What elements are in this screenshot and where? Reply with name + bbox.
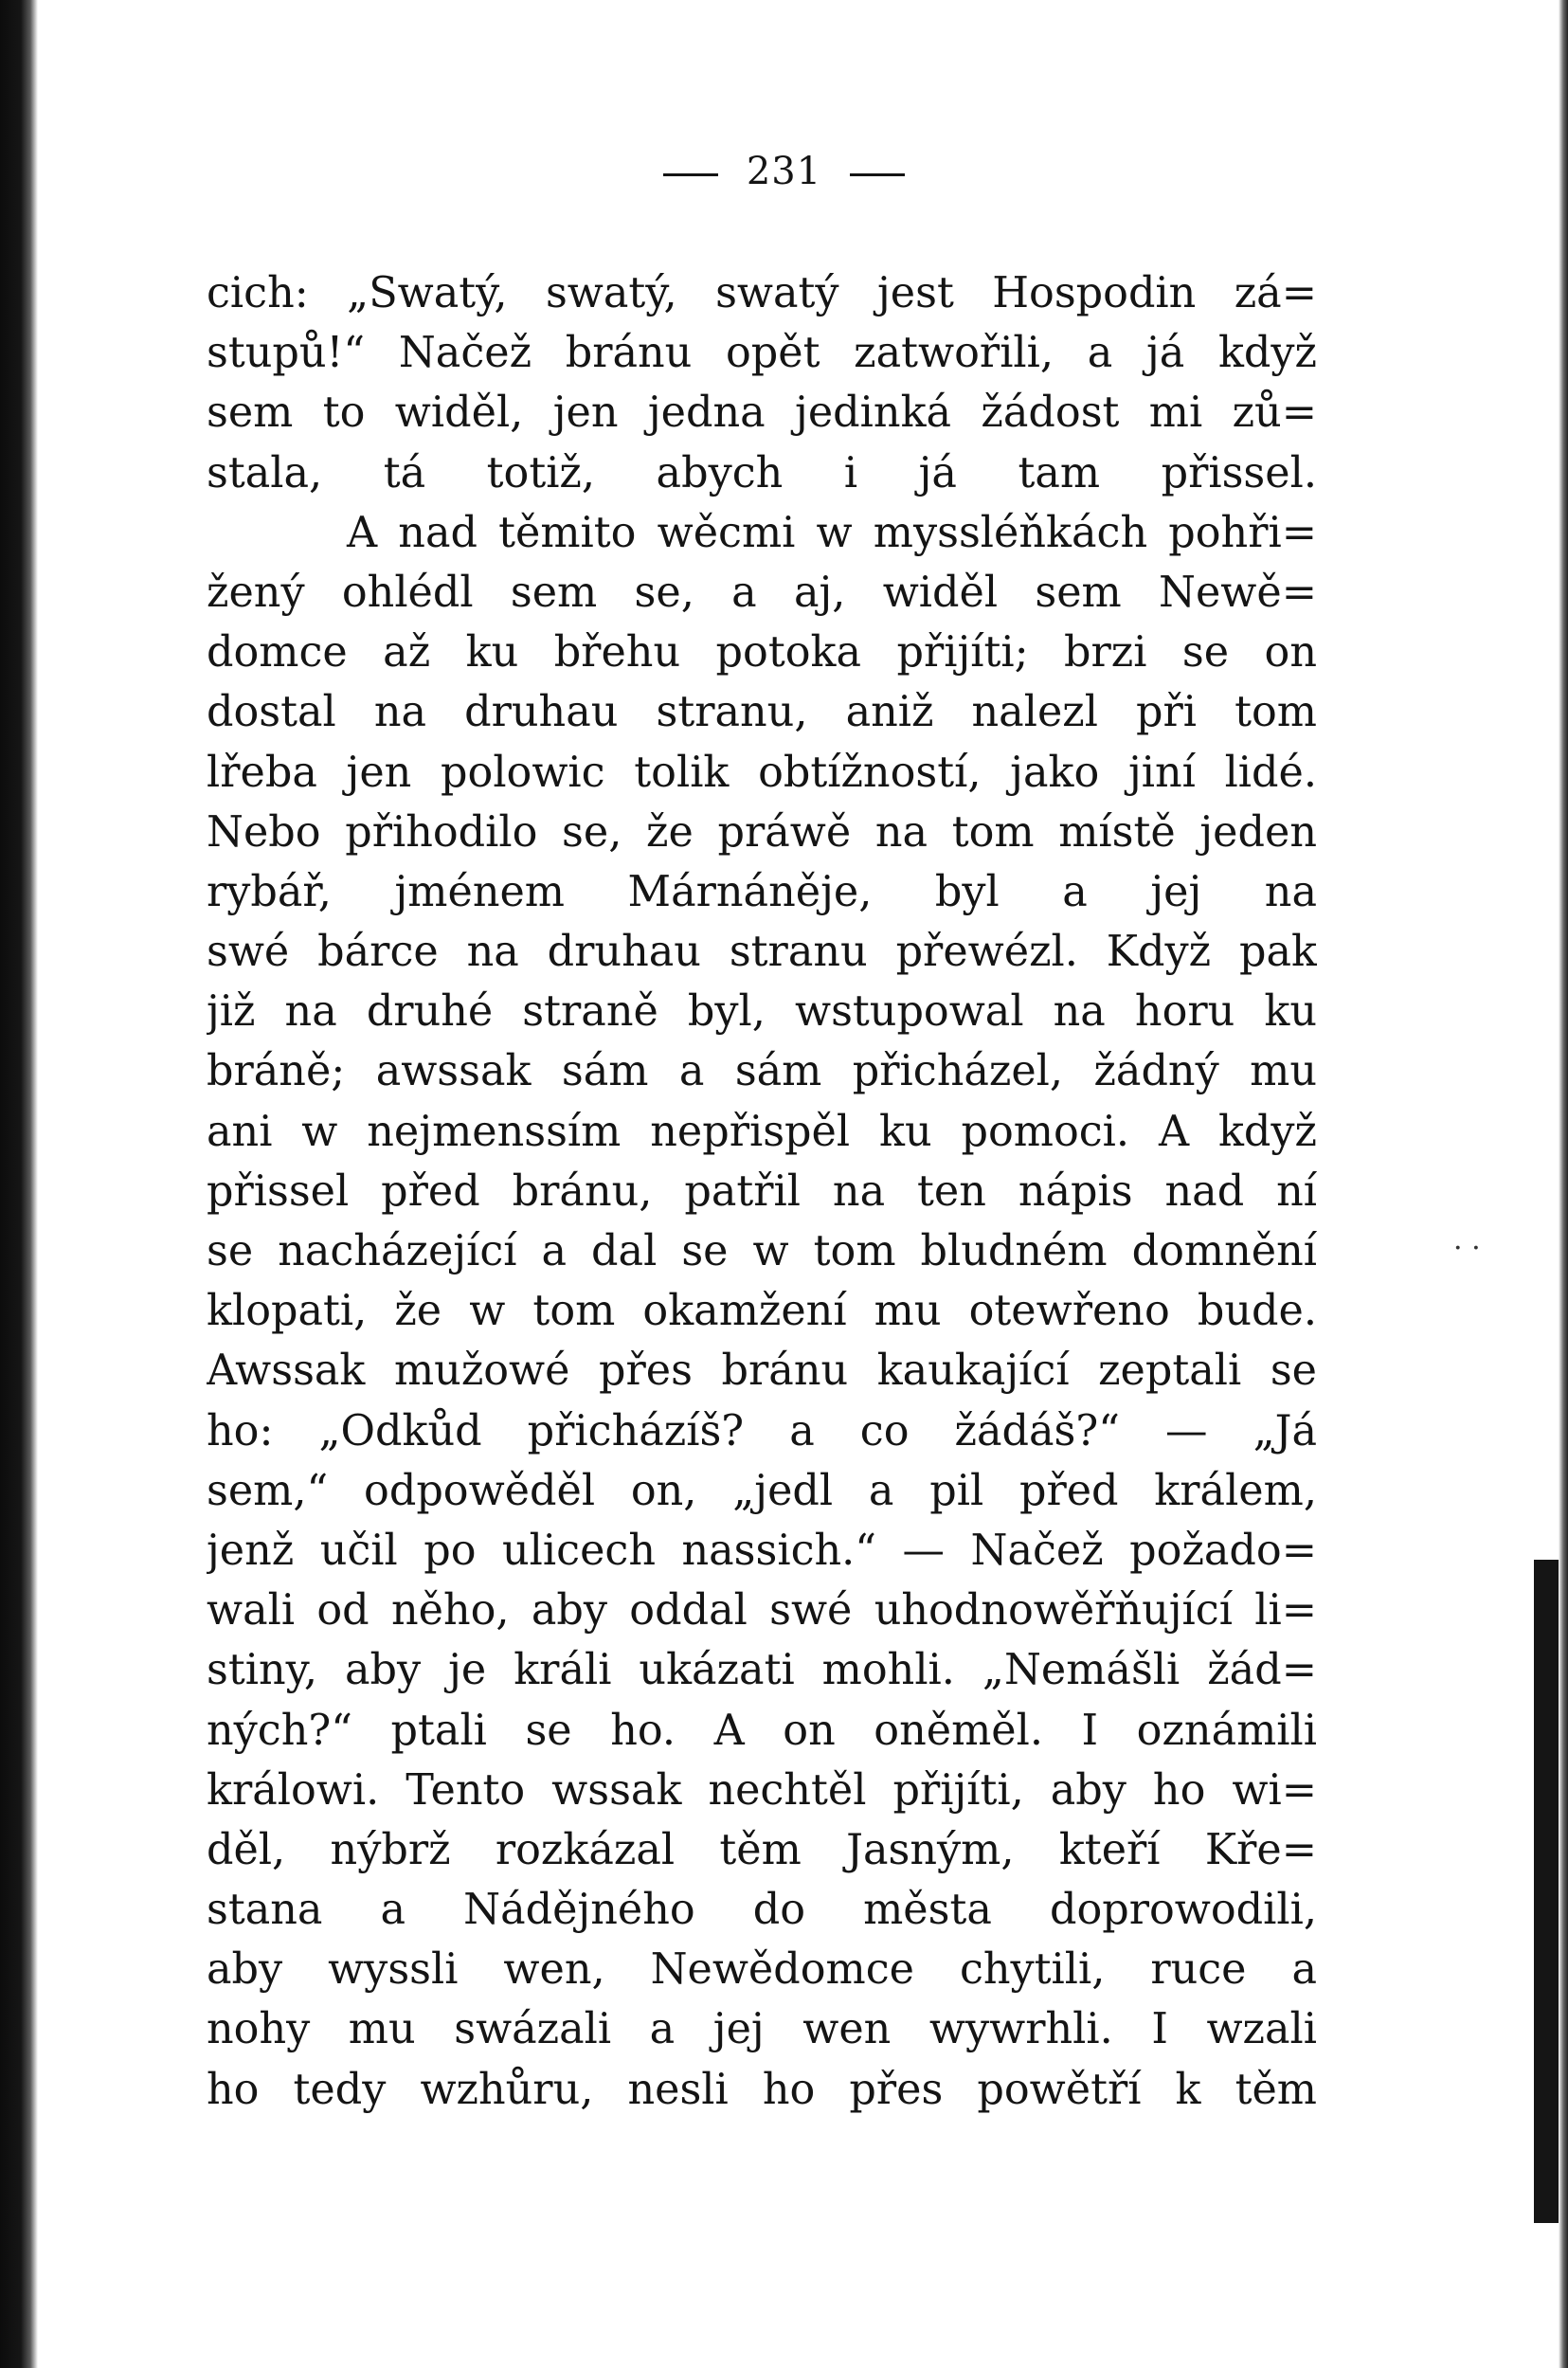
text-line: žený ohlédl sem se, a aj, widěl sem Newě= [207, 568, 1317, 617]
text-line: Nebo přihodilo se, že práwě na tom místě jeden [207, 807, 1317, 857]
text-line: ných?“ ptali se ho. A on oněměl. I oznámili [207, 1706, 1317, 1755]
text-line: Awssak mužowé přes bránu kaukající zeptali se [207, 1347, 1317, 1396]
margin-specks: · · [1453, 1232, 1481, 1265]
right-margin-dark-mark [1534, 1560, 1559, 2223]
text-line: ho: „Odkůd přicházíš? a co žádáš?“ — „Já [207, 1406, 1317, 1455]
page-number: 231 [746, 150, 822, 193]
left-page-edge-shadow [0, 0, 38, 2368]
text-line: klopati, že w tom okamžení mu otewřeno bude. [207, 1287, 1317, 1336]
text-line: stiny, aby je králi ukázati mohli. „Nemášli žád= [207, 1646, 1317, 1695]
text-line: cich: „Swatý, swatý, swatý jest Hospodin zá= [207, 269, 1317, 317]
body-text [207, 263, 1317, 2120]
text-line: rybář, jménem Márnáněje, byl a jej na [207, 867, 1317, 916]
text-line: přissel před bránu, patřil na ten nápis nad ní [207, 1166, 1317, 1216]
text-line: swé bárce na druhau stranu přewézl. Když pak [207, 928, 1317, 977]
page-number-dash-right [850, 173, 905, 176]
text-line: sem to widěl, jen jedna jedinká žádost mi zů= [207, 389, 1317, 438]
text-line: ani w nejmenssím nepřispěl ku pomoci. A když [207, 1107, 1317, 1156]
text-line: jenž učil po ulicech nassich.“ — Načež požado= [207, 1526, 1317, 1575]
text-line: wali od něho, aby oddal swé uhodnowěřňující li= [207, 1586, 1317, 1636]
text-line: A nad těmito wěcmi w myssléňkách pohři= [347, 508, 1317, 557]
text-line: králowi. Tento wssak nechtěl přijíti, aby ho wi= [207, 1765, 1317, 1815]
text-line: se nacházející a dal se w tom bludném domnění [207, 1227, 1317, 1275]
text-line: stana a Nádějného do města doprowodili, [207, 1886, 1317, 1935]
text-line: stupů!“ Načež bránu opět zatwořili, a já když [207, 329, 1317, 378]
text-line: dostal na druhau stranu, aniž nalezl při tom [207, 688, 1317, 737]
text-line: děl, nýbrž rozkázal těm Jasným, kteří Kře= [207, 1825, 1317, 1874]
text-line: nohy mu swázali a jej wen wywrhli. I wzali [207, 2005, 1317, 2054]
text-line: domce až ku břehu potoka přijíti; brzi se on [207, 628, 1317, 678]
text-line: stala, tá totiž, abych i já tam přissel. [207, 448, 1317, 497]
text-line: lřeba jen polowic tolik obtížností, jako jiní lidé. [207, 748, 1317, 797]
right-page-edge-shadow [1559, 0, 1568, 2368]
page-number-header [0, 150, 1568, 193]
text-line: sem,“ odpowěděl on, „jedl a pil před králem, [207, 1466, 1317, 1515]
page-number-dash-left [663, 173, 718, 176]
text-line: již na druhé straně byl, wstupowal na horu ku [207, 987, 1317, 1037]
text-line: aby wyssli wen, Newědomce chytili, ruce a [207, 1945, 1317, 1995]
text-line: ho tedy wzhůru, nesli ho přes powětří k těm [207, 2065, 1317, 2114]
text-line: bráně; awssak sám a sám přicházel, žádný mu [207, 1047, 1317, 1096]
